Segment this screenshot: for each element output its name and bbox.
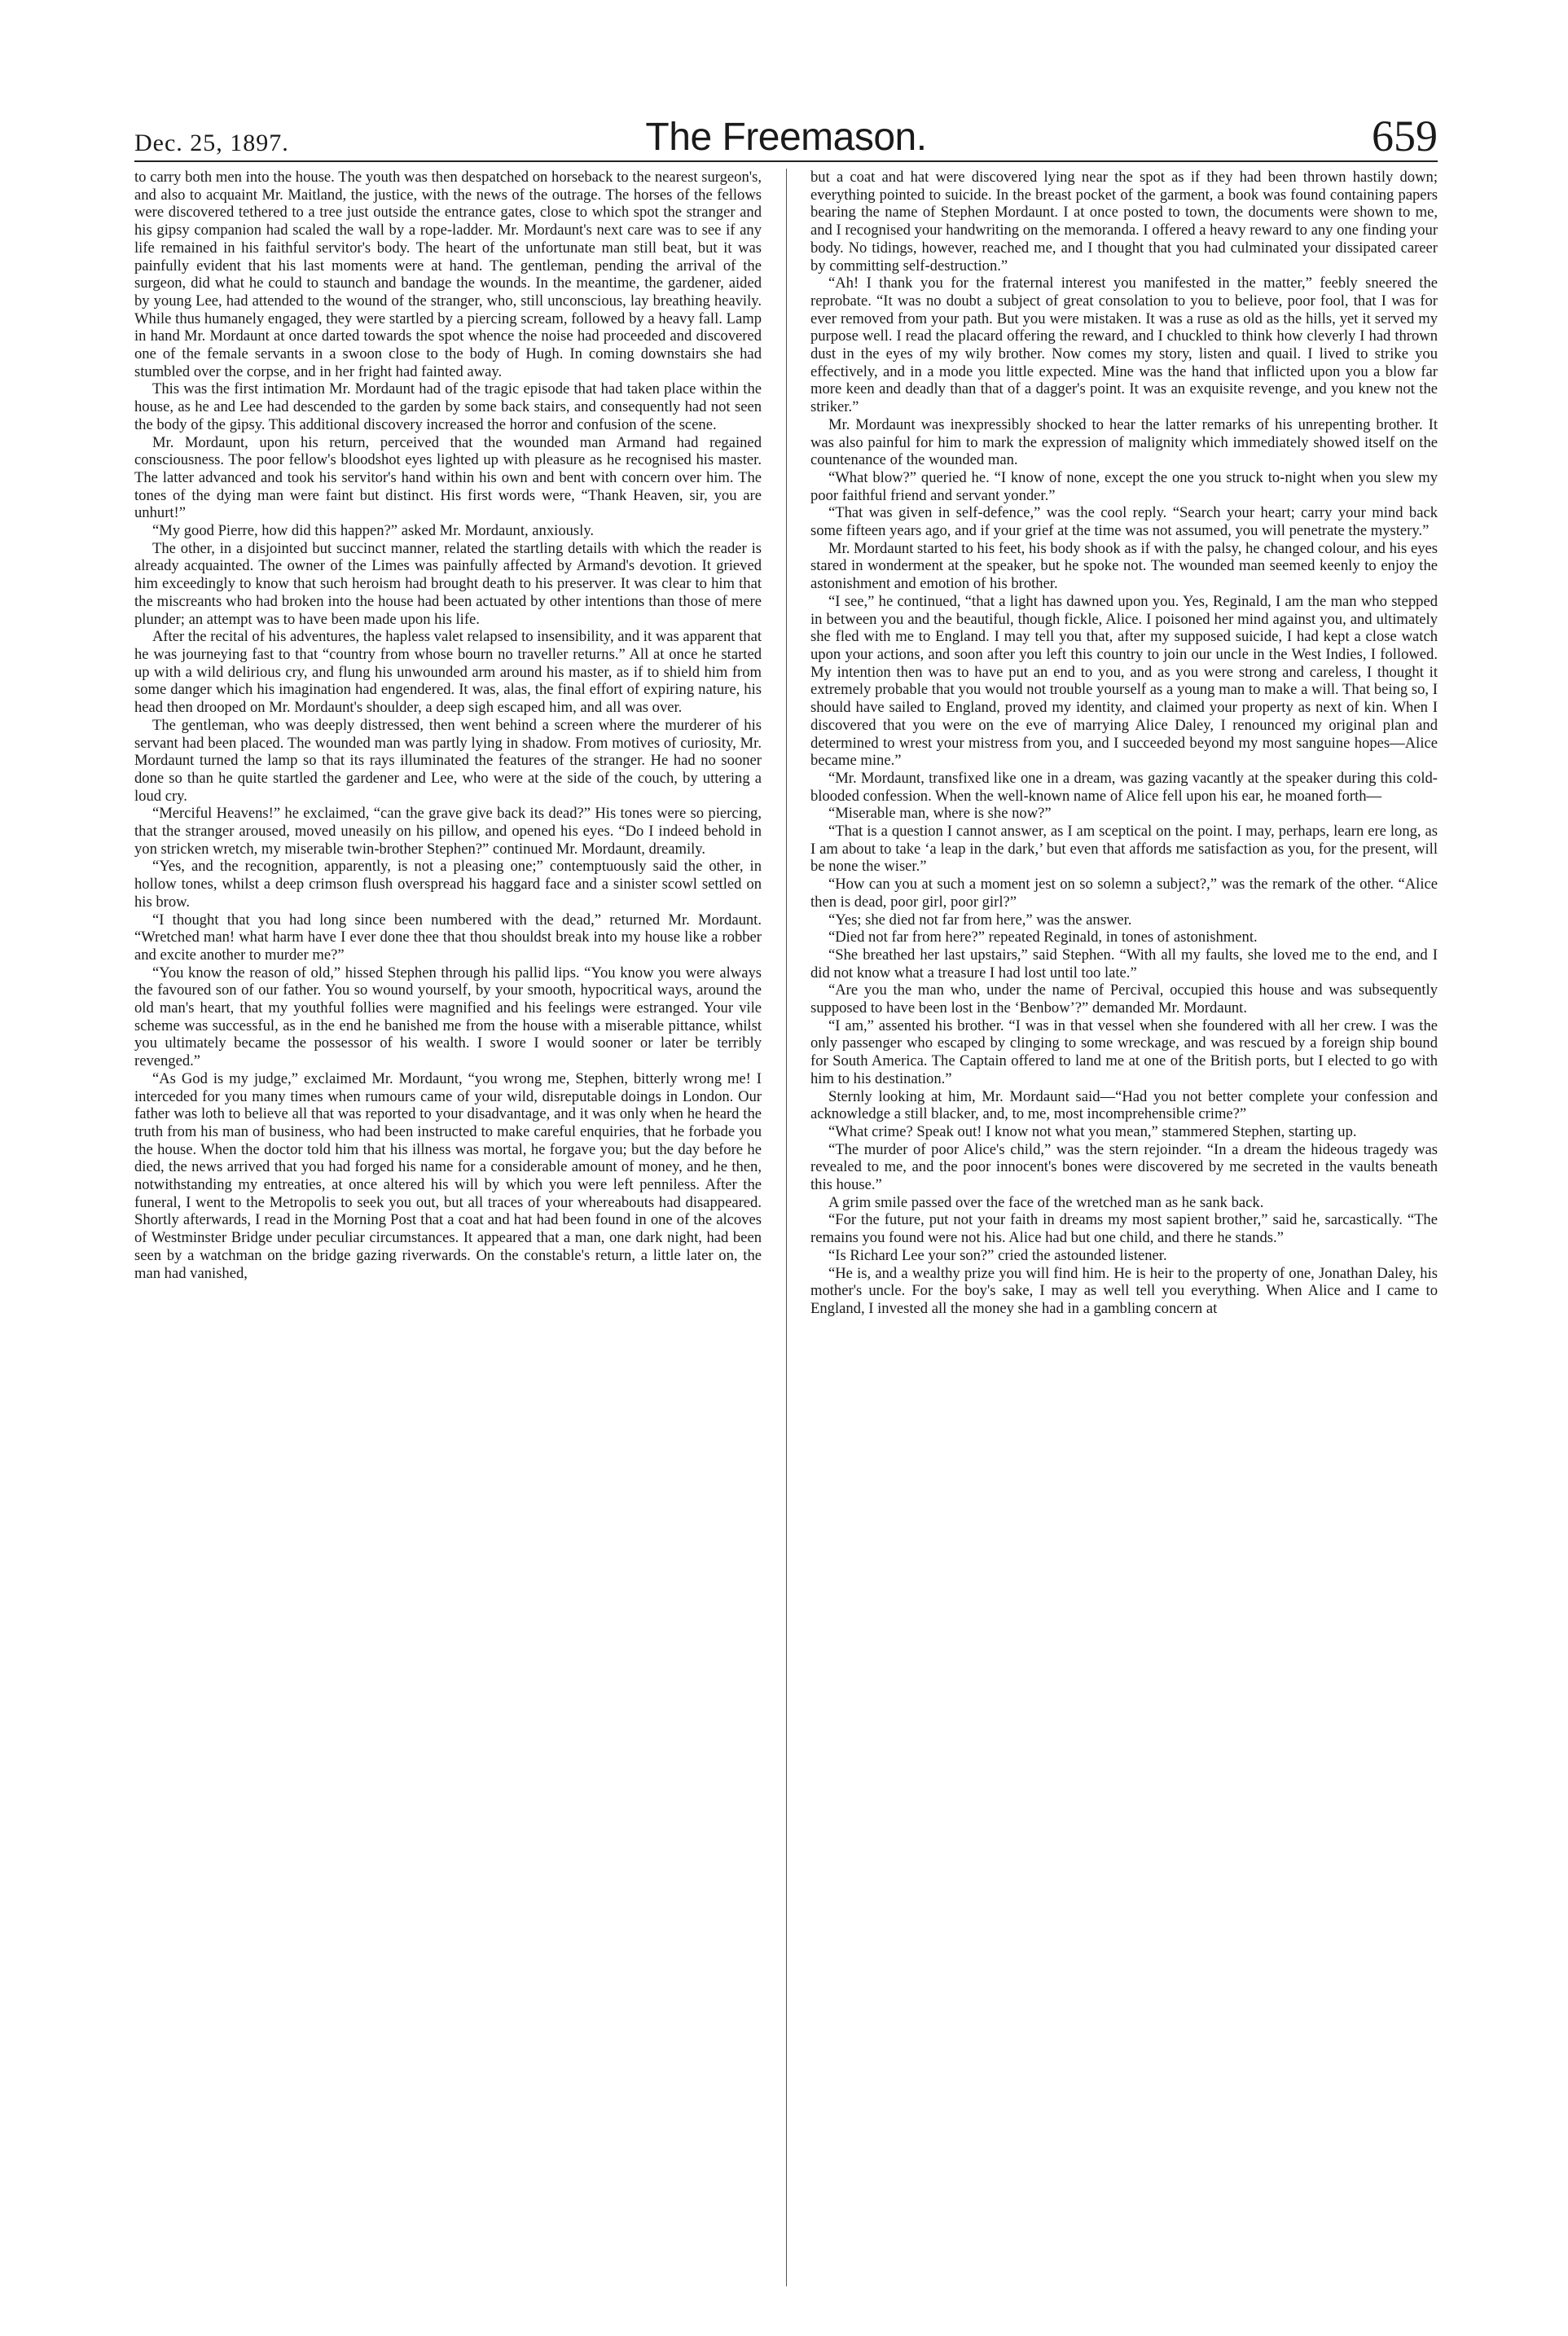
paragraph: “He is, and a wealthy prize you will find him. He is heir to the property of one, Jonathan Daley, his mother's uncle. For the boy's sake, I may as well tell you everything. When Alice and I came to England, I invested all the money she had in a gambling concern at [810,1264,1438,1317]
paragraph: Sternly looking at him, Mr. Mordaunt said—“Had you not better complete your confession and acknowledge a still blacker, and, to me, most incomprehensible crime?” [810,1087,1438,1123]
newspaper-page [134,110,1438,2293]
paragraph: “Miserable man, where is she now?” [828,805,1052,823]
paragraph: A grim smile passed over the face of the wretched man as he sank back. [828,1193,1264,1211]
paragraph: “My good Pierre, how did this happen?” asked Mr. Mordaunt, anxiously. [152,522,595,540]
paragraph: but a coat and hat were discovered lying near the spot as if they had been thrown hastily down; everything pointed to suicide. In the breast pocket of the garment, a book was found containing papers bearing the name of Stephen Mordaunt. I at once posted to town, the documents were shown to me, and I recognised your handwriting on the memoranda. I offered a heavy reward to any one finding your body. No tidings, however, reached me, and I thought that you had culminated your dissipated career by committing self-destruction.” [810,169,1438,274]
paragraph: “Ah! I thank you for the fraternal interest you manifested in the matter,” feebly sneered the reprobate. “It was no doubt a subject of great consolation to you to believe, poor fool, that I was for ever removed from your path. But you were mistaken. It was a ruse as old as the hills, yet it served my purpose well. I read the placard offering the reward, and I chuckled to think how cleverly I had thrown dust in the eyes of my wily brother. Now comes my story, listen and quail. I lived to strike you effectively, and in a mode you little expected. Mine was the hand that inflicted upon you a blow far more keen and deadly than that of a dagger's point. It was an exquisite revenge, and you knew not the striker.” [810,274,1438,416]
paragraph: “She breathed her last upstairs,” said Stephen. “With all my faults, she loved me to the end, and I did not know what a treasure I had lost until too late.” [810,946,1438,981]
paragraph: “That was given in self-defence,” was the cool reply. “Search your heart; carry your mind back some fifteen years ago, and if your grief at the time was not assumed, you will penetrate the mystery.” [810,504,1438,540]
paragraph: Mr. Mordaunt started to his feet, his body shook as if with the palsy, he changed colour, and his eyes stared in wonderment at the speaker, but he spoke not. The wounded man seemed keenly to enjoy the astonishment and emotion of his brother. [810,539,1438,593]
masthead [134,110,1438,162]
paragraph: “For the future, put not your faith in dreams my most sapient brother,” said he, sarcastically. “The remains you found were not his. Alice had but one child, and there he stands.” [810,1211,1438,1247]
right-column [810,169,1438,2286]
paragraph: The gentleman, who was deeply distressed, then went behind a screen where the murderer of his servant had been placed. The wounded man was partly lying in shadow. From motives of curiosity, Mr. Mordaunt turned the lamp so that its rays illuminated the features of the stranger. He had no sooner done so than he quite startled the gardener and Lee, who were at the side of the couch, by uttering a loud cry. [134,716,762,805]
paragraph: This was the first intimation Mr. Mordaunt had of the tragic episode that had taken place within the house, as he and Lee had descended to the garden by some back stairs, and consequently had not seen the body of the gipsy. This additional discovery increased the horror and confusion of the scene. [134,380,762,433]
paragraph: The other, in a disjointed but succinct manner, related the startling details with which the reader is already acquainted. The owner of the Limes was painfully affected by Armand's devotion. It grieved him exceedingly to know that such heroism had brought death to his preserver. It was clear to him that the miscreants who had broken into the house had been actuated by other intentions than those of mere plunder; an attempt was to have been made upon his life. [134,539,762,628]
publication-title: The Freemason. [645,116,927,159]
paragraph: “Yes, and the recognition, apparently, is not a pleasing one;” contemptuously said the other, in hollow tones, whilst a deep crimson flush overspread his haggard face and a sinister scowl settled on his brow. [134,858,762,911]
paragraph: “What blow?” queried he. “I know of none, except the one you struck to-night when you slew my poor faithful friend and servant yonder.” [810,468,1438,504]
paragraph: “You know the reason of old,” hissed Stephen through his pallid lips. “You know you were always the favoured son of our father. You so wound yourself, by your smooth, hypocritical ways, around the old man's heart, that my youthful follies were magnified and his feelings were estranged. Your vile scheme was successful, as in the end he banished me from the house with a miserable pittance, whilst you ultimately became the possessor of his wealth. I swore I would sooner or later be terribly revenged.” [134,964,762,1070]
paragraph: “How can you at such a moment jest on so solemn a subject?,” was the remark of the other. “Alice then is dead, poor girl, poor girl?” [810,876,1438,911]
paragraph: “That is a question I cannot answer, as I am sceptical on the point. I may, perhaps, learn ere long, as I am about to take ‘a leap in the dark,’ but even that affords me satisfaction as you, for the present, will be none the wiser.” [810,823,1438,876]
paragraph: “Died not far from here?” repeated Reginald, in tones of astonishment. [828,929,1258,946]
paragraph: “As God is my judge,” exclaimed Mr. Mordaunt, “you wrong me, Stephen, bitterly wrong me! I interceded for you many times when rumours came of your wild, disreputable doings in London. Our father was loth to believe all that was reported to your disadvantage, and it was only when he heard the truth from his man of business, who had been instructed to make careful enquiries, that he forbade you the house. When the doctor told him that his illness was mortal, he forgave you; but the day before he died, the news arrived that you had forged his name for a considerable amount of money, and he then, notwithstanding my entreaties, at once altered his will by which you were left penniless. After the funeral, I went to the Metropolis to seek you out, but all traces of your whereabouts had disappeared. Shortly afterwards, I read in the Morning Post that a coat and hat had been found in one of the alcoves of Westminster Bridge under peculiar circumstances. It appeared that a man, one dark night, had been seen by a watchman on the bridge gazing riverwards. On the constable's return, a little later on, the man had vanished, [134,1069,762,1282]
paragraph: “I thought that you had long since been numbered with the dead,” returned Mr. Mordaunt. “Wretched man! what harm have I ever done thee that thou shouldst break into my house like a robber and excite another to murder me?” [134,911,762,964]
paragraph: “Is Richard Lee your son?” cried the astounded listener. [828,1246,1167,1264]
paragraph: Mr. Mordaunt, upon his return, perceived that the wounded man Armand had regained consciousness. The poor fellow's bloodshot eyes lighted up with pleasure as he recognised his master. The latter advanced and took his servitor's hand within his own and bent with concern over him. The tones of the dying man were faint but distinct. His first words were, “Thank Heaven, sir, you are unhurt!” [134,433,762,522]
paragraph: “What crime? Speak out! I know not what you mean,” stammered Stephen, starting up. [828,1122,1357,1140]
paragraph: to carry both men into the house. The youth was then despatched on horseback to the nearest surgeon's, and also to acquaint Mr. Maitland, the justice, with the news of the outrage. The horses of the fellows were discovered tethered to a tree just outside the entrance gates, close to which spot the stranger and his gipsy companion had scaled the wall by a rope-ladder. Mr. Mordaunt's next care was to see if any life remained in his faithful servitor's body. The heart of the unfortunate man still beat, but it was painfully evident that his last moments were at hand. The gentleman, pending the arrival of the surgeon, did what he could to staunch and bandage the wounds. In the meantime, the gardener, aided by young Lee, had attended to the wound of the stranger, who, still unconscious, lay breathing heavily. While thus humanely engaged, they were startled by a piercing scream, followed by a heavy fall. Lamp in hand Mr. Mordaunt at once darted towards the spot whence the noise had proceeded and discovered one of the female servants in a swoon close to the body of Hugh. In coming downstairs she had stumbled over the corpse, and in her fright had fainted away. [134,169,762,380]
paragraph: Mr. Mordaunt was inexpressibly shocked to hear the latter remarks of his unrepenting brother. It was also painful for him to mark the expression of malignity which immediately showed itself on the countenance of the wounded man. [810,415,1438,469]
column-divider [786,169,787,2286]
article-body [134,169,1438,2286]
paragraph: “I am,” assented his brother. “I was in that vessel when she foundered with all her crew. I was the only passenger who escaped by clinging to some wreckage, and was rescued by a foreign ship bound for South America. The Captain offered to land me at one of the British ports, but I elected to go with him to his destination.” [810,1017,1438,1087]
paragraph: “Yes; she died not far from here,” was the answer. [828,911,1132,929]
paragraph: “The murder of poor Alice's child,” was the stern rejoinder. “In a dream the hideous tragedy was revealed to me, and the poor innocent's bones were discovered by me secreted in the vaults beneath this house.” [810,1140,1438,1194]
page-number: 659 [1372,112,1438,160]
paragraph: “Are you the man who, under the name of Percival, occupied this house and was subsequently supposed to have been lost in the ‘Benbow’?” demanded Mr. Mordaunt. [810,981,1438,1017]
paragraph: “Mr. Mordaunt, transfixed like one in a dream, was gazing vacantly at the speaker during this cold-blooded confession. When the well-known name of Alice fell upon his ear, he moaned forth— [810,769,1438,805]
issue-date: Dec. 25, 1897. [134,130,289,156]
paragraph: “Merciful Heavens!” he exclaimed, “can the grave give back its dead?” His tones were so piercing, that the stranger aroused, moved uneasily on his pillow, and opened his eyes. “Do I indeed behold in yon stricken wretch, my miserable twin-brother Stephen?” continued Mr. Mordaunt, dreamily. [134,805,762,858]
paragraph: “I see,” he continued, “that a light has dawned upon you. Yes, Reginald, I am the man who stepped in between you and the beautiful, though fickle, Alice. I poisoned her mind against you, and ultimately she fled with me to England. I may tell you that, after my supposed suicide, I had kept a close watch upon your actions, and soon after you left this country to join our uncle in the West Indies, I followed. My intention then was to have put an end to you, and as you were strong and careless, I thought it extremely probable that you would not trouble yourself as a young man to make a will. That being so, I should have sailed to England, proved my identity, and claimed your property as next of kin. When I discovered that you were on the eve of marrying Alice Daley, I renounced my original plan and determined to wrest your mistress from you, and I succeeded beyond my most sanguine hopes—Alice became mine.” [810,592,1438,770]
left-column [134,169,762,2286]
paragraph: After the recital of his adventures, the hapless valet relapsed to insensibility, and it was apparent that he was journeying fast to that “country from whose bourn no traveller returns.” All at once he started up with a wild delirious cry, and flung his unwounded arm around his master, as if to shield him from some danger which his imagination had engendered. It was, alas, the final effort of expiring nature, his head then drooped on Mr. Mordaunt's shoulder, a deep sigh escaped him, and all was over. [134,628,762,717]
